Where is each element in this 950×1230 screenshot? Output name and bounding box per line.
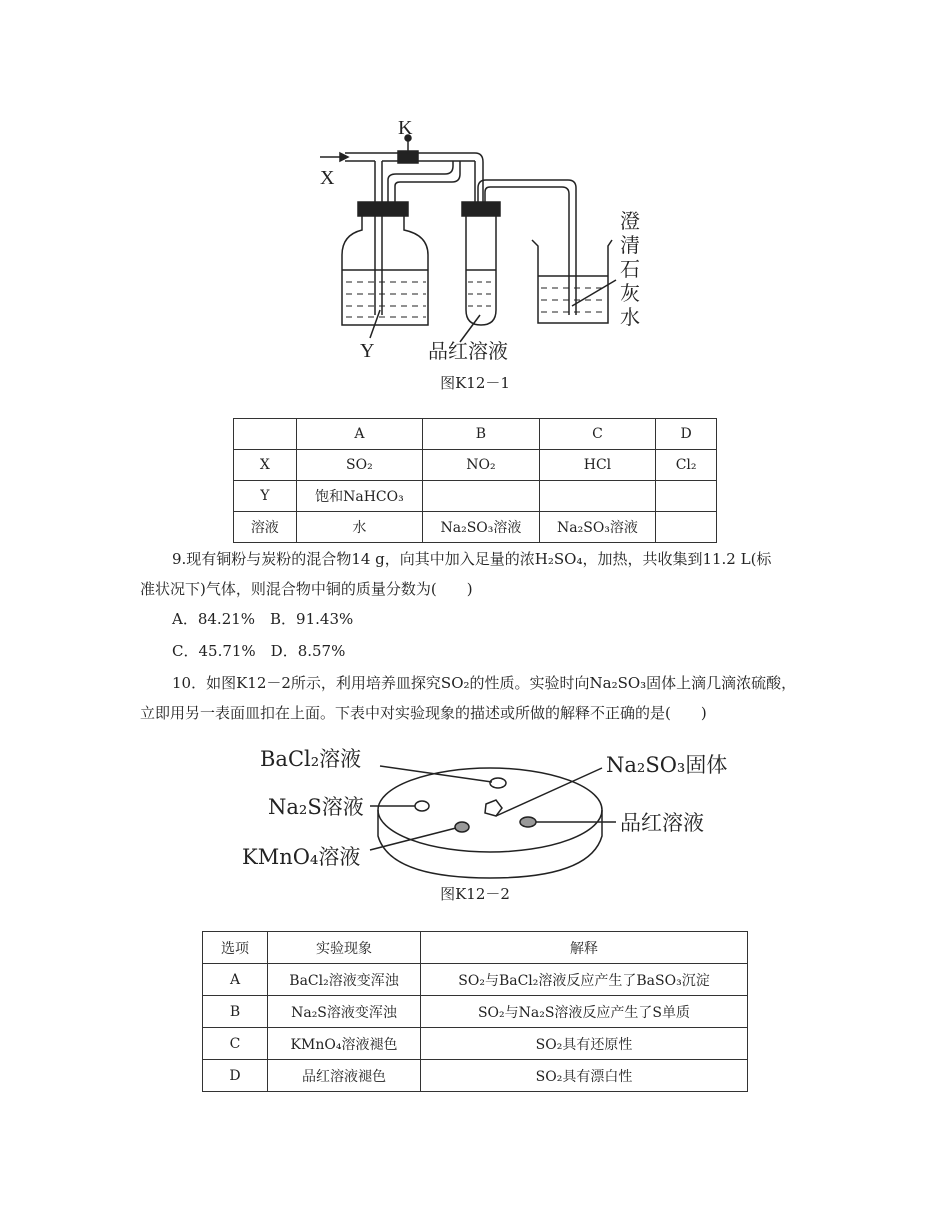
table-cell: 实验现象 (268, 932, 421, 964)
lime-water-char-5: 水 (620, 305, 640, 329)
table-cell (656, 512, 717, 543)
table-cell: SO₂与BaCl₂溶液反应产生了BaSO₃沉淀 (421, 964, 748, 996)
table-cell: BaCl₂溶液变浑浊 (268, 964, 421, 996)
lime-water-char-4: 灰 (620, 281, 640, 305)
table-row (203, 932, 748, 964)
q9-line2: 准状况下)气体，则混合物中铜的质量分数为( ) (140, 580, 473, 598)
table-cell: A (296, 419, 423, 450)
table-cell: 选项 (203, 932, 268, 964)
table-row (203, 1060, 748, 1092)
table-cell: B (203, 996, 268, 1028)
table-cell: KMnO₄溶液褪色 (268, 1028, 421, 1060)
q9-line1: 9.现有铜粉与炭粉的混合物14 g，向其中加入足量的浓H₂SO₄，加热，共收集到11.2 L(标 (172, 550, 772, 568)
table-cell: NO₂ (423, 450, 540, 481)
table-row (203, 996, 748, 1028)
table-gas-options (233, 418, 717, 543)
table-cell: B (423, 419, 540, 450)
table-cell: X (234, 450, 297, 481)
table-cell: SO₂具有漂白性 (421, 1060, 748, 1092)
table-row (234, 481, 717, 512)
table-cell (539, 481, 656, 512)
apparatus-figure (300, 110, 680, 370)
table-cell: SO₂ (296, 450, 423, 481)
table-cell: D (656, 419, 717, 450)
lime-water-char-1: 澄 (620, 209, 640, 233)
table-row (234, 512, 717, 543)
table-row (234, 450, 717, 481)
petri-dish-figure (230, 740, 750, 880)
lime-water-char-2: 清 (620, 233, 640, 257)
figure2-caption: 图K12－2 (440, 885, 510, 903)
table-row (203, 964, 748, 996)
valve-k-label: K (398, 117, 413, 139)
q10-line1: 10．如图K12－2所示，利用培养皿探究SO₂的性质。实验时向Na₂SO₃固体上滴几滴浓硫酸， (172, 674, 797, 692)
na2so3-label: Na₂SO₃固体 (606, 753, 728, 777)
table-cell: Cl₂ (656, 450, 717, 481)
table-cell: HCl (539, 450, 656, 481)
q9-options-cd: C．45.71% D．8.57% (172, 642, 346, 660)
na2s-label: Na₂S溶液 (268, 795, 364, 819)
figure1-caption: 图K12－1 (440, 374, 510, 392)
table-cell: C (539, 419, 656, 450)
pinhong-label-1: 品红溶液 (428, 339, 508, 363)
table-cell (423, 481, 540, 512)
pinhong-label-2: 品红溶液 (620, 811, 704, 835)
table-cell: 溶液 (234, 512, 297, 543)
bacl2-label: BaCl₂溶液 (260, 747, 362, 771)
table-cell (234, 419, 297, 450)
table-cell: 解释 (421, 932, 748, 964)
table-cell: A (203, 964, 268, 996)
table-row (234, 419, 717, 450)
table-cell: SO₂与Na₂S溶液反应产生了S单质 (421, 996, 748, 1028)
table-cell: Y (234, 481, 297, 512)
gas-x-label: X (320, 167, 335, 189)
reagent-y-label: Y (360, 340, 375, 362)
table-cell: 水 (296, 512, 423, 543)
kmno4-label: KMnO₄溶液 (242, 845, 361, 869)
table-cell: 品红溶液褪色 (268, 1060, 421, 1092)
table-cell: Na₂S溶液变浑浊 (268, 996, 421, 1028)
lime-water-char-3: 石 (620, 257, 640, 281)
table-row (203, 1028, 748, 1060)
table-cell: C (203, 1028, 268, 1060)
q10-line2: 立即用另一表面皿扣在上面。下表中对实验现象的描述或所做的解释不正确的是( ) (140, 704, 707, 722)
table-answers (202, 931, 748, 1092)
table-cell (656, 481, 717, 512)
q9-options-ab: A．84.21% B．91.43% (172, 610, 354, 628)
table-cell: D (203, 1060, 268, 1092)
table-cell: Na₂SO₃溶液 (423, 512, 540, 543)
table-cell: SO₂具有还原性 (421, 1028, 748, 1060)
table-cell: Na₂SO₃溶液 (539, 512, 656, 543)
table-cell: 饱和NaHCO₃ (296, 481, 423, 512)
